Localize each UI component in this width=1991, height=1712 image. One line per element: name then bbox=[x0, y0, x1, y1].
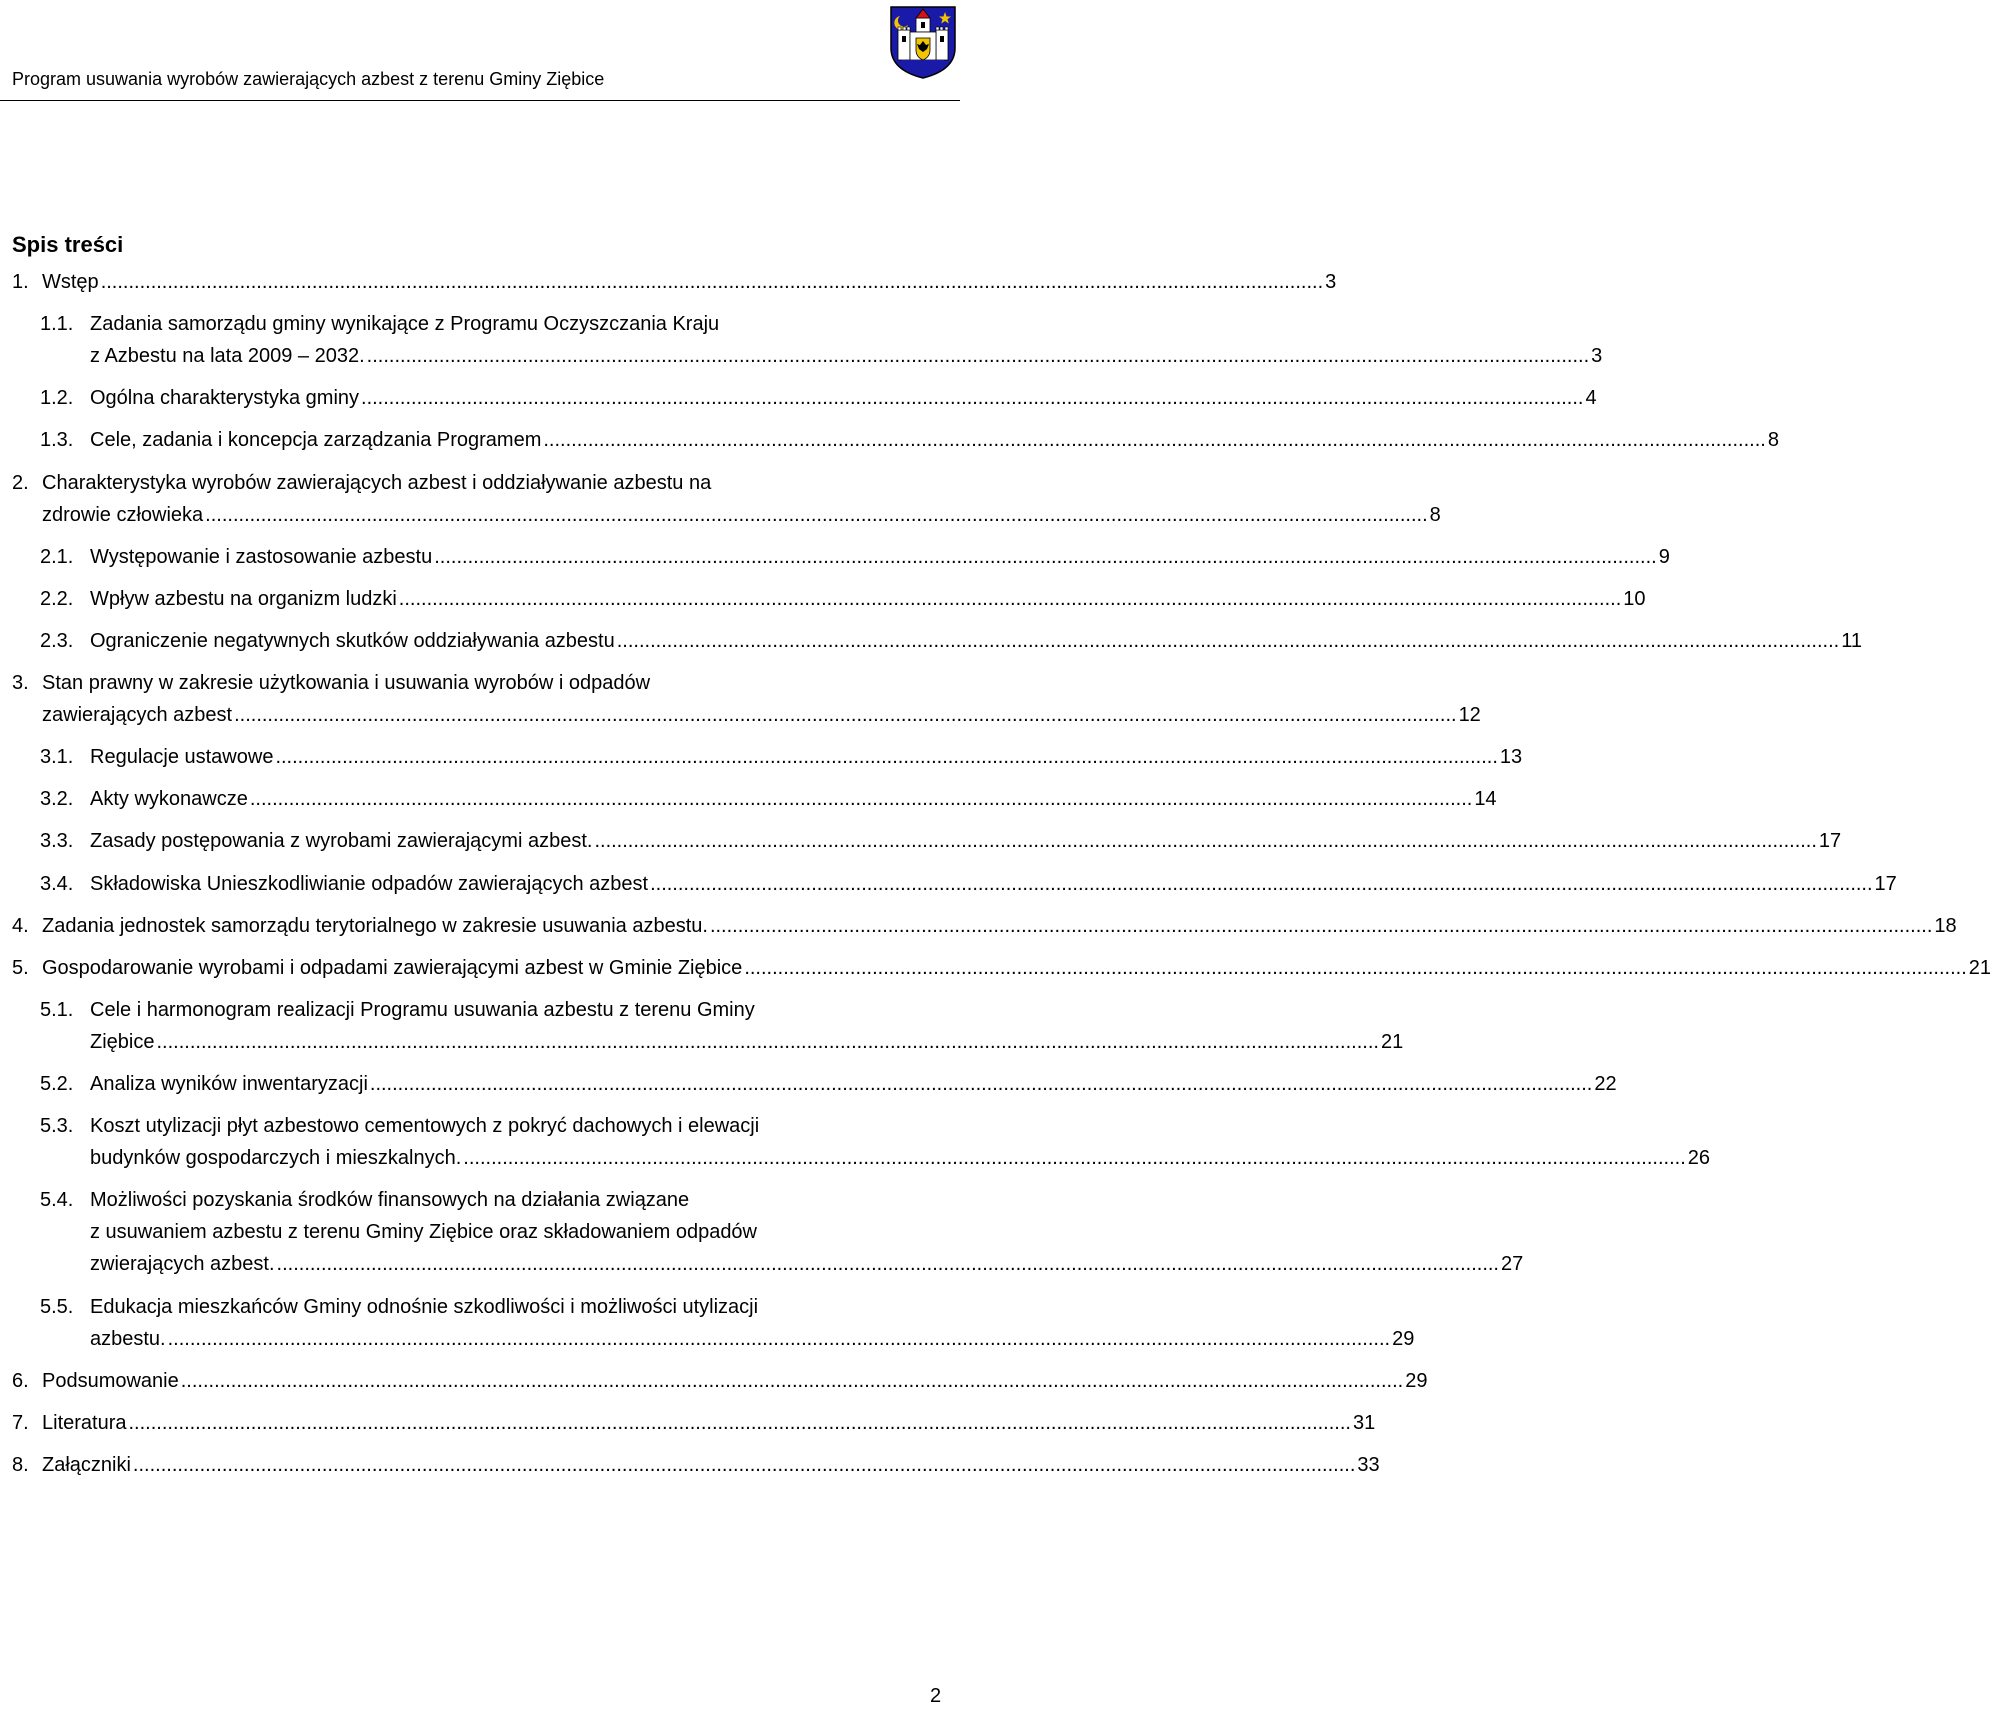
dot-leader: ............................................................................................................................................................................................................................ bbox=[275, 746, 1498, 769]
toc-entry-number: 4. bbox=[12, 914, 29, 937]
toc-entry-text: Składowiska Unieszkodliwianie odpadów zawierających azbest bbox=[90, 872, 649, 895]
toc-entry-text: Regulacje ustawowe bbox=[90, 746, 274, 769]
toc-entry-number: 6. bbox=[12, 1369, 29, 1392]
dot-leader: ............................................................................................................................................................................................................................ bbox=[369, 1073, 1593, 1095]
toc-entry-number: 2.1. bbox=[40, 545, 74, 568]
dot-leader: ............................................................................................................................................................................................................................ bbox=[616, 629, 1840, 652]
coat-of-arms-icon bbox=[888, 4, 958, 80]
toc-entry-number: 2.3. bbox=[40, 629, 74, 652]
toc-entry-page: 29 bbox=[1405, 1369, 1428, 1392]
dot-leader: ............................................................................................................................................................................................................................ bbox=[205, 503, 1428, 526]
toc-entry-text: Zadania jednostek samorządu terytorialnego w zakresie usuwania azbestu. bbox=[42, 914, 708, 937]
dot-leader: ............................................................................................................................................................................................................................ bbox=[398, 587, 1622, 610]
dot-leader: ............................................................................................................................................................................................................................ bbox=[167, 1327, 1391, 1350]
toc-entry-text: Podsumowanie bbox=[42, 1369, 179, 1392]
toc-entry-page: 4 bbox=[1585, 387, 1597, 410]
toc-entry-number: 1.1. bbox=[40, 313, 74, 336]
toc-entry-page: 9 bbox=[1658, 545, 1670, 568]
dot-leader: ............................................................................................................................................................................................................................ bbox=[744, 956, 1967, 979]
toc-entry-page: 14 bbox=[1474, 788, 1497, 811]
toc-entry-page: 3 bbox=[1591, 345, 1603, 368]
toc-entry-page: 26 bbox=[1687, 1147, 1711, 1170]
dot-leader: ............................................................................................................................................................................................................................ bbox=[276, 1253, 1499, 1276]
toc-entry-text: azbestu. bbox=[90, 1327, 166, 1350]
toc-entry-text: Wstęp bbox=[42, 271, 99, 293]
toc-entry-number: 2.2. bbox=[40, 587, 74, 610]
toc-entry-text: Literatura bbox=[42, 1411, 127, 1434]
toc-entry-text: Ogólna charakterystyka gminy bbox=[90, 387, 360, 410]
toc-entry-page: 21 bbox=[1968, 956, 1991, 979]
toc-entry-text: budynków gospodarczych i mieszkalnych. bbox=[90, 1147, 462, 1170]
dot-leader: ............................................................................................................................................................................................................................ bbox=[709, 914, 1933, 937]
toc-entry-text: zawierających azbest bbox=[42, 704, 233, 727]
toc-entry-number: 1. bbox=[12, 271, 29, 293]
toc-entry-text: Załączniki bbox=[42, 1454, 131, 1476]
toc-entry-page: 33 bbox=[1357, 1454, 1380, 1476]
dot-leader: ............................................................................................................................................................................................................................ bbox=[366, 345, 1590, 368]
toc-entry-number: 5.1. bbox=[40, 998, 74, 1021]
dot-leader: ............................................................................................................................................................................................................................ bbox=[650, 872, 1873, 895]
toc-entry-number: 5. bbox=[12, 956, 29, 979]
toc-entry-text: z usuwaniem azbestu z terenu Gminy Ziębice oraz składowaniem odpadów bbox=[90, 1221, 758, 1244]
toc-entry-number: 5.5. bbox=[40, 1295, 74, 1318]
toc-entry-number: 1.3. bbox=[40, 429, 74, 452]
toc-title: Spis treści bbox=[12, 232, 124, 257]
dot-leader: ............................................................................................................................................................................................................................ bbox=[132, 1454, 1356, 1476]
toc-entry-text: Koszt utylizacji płyt azbestowo cementowych z pokryć dachowych i elewacji bbox=[90, 1115, 760, 1138]
toc-entry-page: 27 bbox=[1501, 1253, 1524, 1276]
toc-entry-text: Cele i harmonogram realizacji Programu usuwania azbestu z terenu Gminy bbox=[90, 998, 755, 1021]
toc-entry-number: 2. bbox=[12, 471, 29, 494]
toc-entry-number: 7. bbox=[12, 1411, 29, 1434]
toc-entry-text: Możliwości pozyskania środków finansowych na działania związane bbox=[90, 1189, 690, 1212]
toc-entry-page: 8 bbox=[1767, 429, 1779, 452]
dot-leader: ............................................................................................................................................................................................................................ bbox=[594, 830, 1817, 853]
page-header bbox=[0, 0, 960, 104]
toc-entry-page: 12 bbox=[1458, 704, 1481, 727]
toc-entry-page: 21 bbox=[1380, 1030, 1404, 1053]
toc-entry-number: 8. bbox=[12, 1454, 29, 1476]
toc-entry-text: Cele, zadania i koncepcja zarządzania Programem bbox=[90, 429, 542, 452]
toc-entry-text: Charakterystyka wyrobów zawierających azbest i oddziaływanie azbestu na bbox=[42, 471, 712, 494]
toc-entry-page: 22 bbox=[1594, 1073, 1617, 1095]
dot-leader: ............................................................................................................................................................................................................................ bbox=[156, 1030, 1379, 1053]
dot-leader: ............................................................................................................................................................................................................................ bbox=[100, 271, 1324, 293]
toc-entry-number: 3.3. bbox=[40, 830, 74, 853]
toc-entry-text: Wpływ azbestu na organizm ludzki bbox=[90, 587, 397, 610]
toc-entry-number: 5.2. bbox=[40, 1073, 74, 1095]
toc-entry-number: 1.2. bbox=[40, 387, 74, 410]
toc-entry-page: 17 bbox=[1874, 872, 1897, 895]
toc-entry-text: Edukacja mieszkańców Gminy odnośnie szkodliwości i możliwości utylizacji bbox=[90, 1295, 759, 1318]
dot-leader: ............................................................................................................................................................................................................................ bbox=[128, 1411, 1351, 1434]
toc-entry-text: Występowanie i zastosowanie azbestu bbox=[90, 545, 433, 568]
toc-entry-text: Zasady postępowania z wyrobami zawierającymi azbest. bbox=[90, 830, 593, 853]
toc-entry-page: 11 bbox=[1841, 629, 1862, 652]
toc-entry-text: zwierających azbest. bbox=[90, 1253, 275, 1276]
dot-leader: ............................................................................................................................................................................................................................ bbox=[463, 1147, 1686, 1170]
toc-entry-page: 3 bbox=[1325, 271, 1337, 293]
dot-leader: ............................................................................................................................................................................................................................ bbox=[434, 545, 1657, 568]
toc-entry-page: 8 bbox=[1429, 503, 1441, 526]
toc-entry-number: 3.2. bbox=[40, 788, 74, 811]
toc-entry-number: 5.3. bbox=[40, 1115, 74, 1138]
toc-entry-page: 31 bbox=[1352, 1411, 1376, 1434]
toc-entry-number: 3.4. bbox=[40, 872, 74, 895]
toc-entry-text: zdrowie człowieka bbox=[42, 503, 204, 526]
toc-entry-text: Zadania samorządu gminy wynikające z Programu Oczyszczania Kraju bbox=[90, 313, 720, 336]
toc-entry-page: 18 bbox=[1934, 914, 1957, 937]
header-title: Program usuwania wyrobów zawierających azbest z terenu Gminy Ziębice bbox=[12, 69, 605, 89]
toc-entry-text: Stan prawny w zakresie użytkowania i usuwania wyrobów i odpadów bbox=[42, 672, 651, 694]
toc-entry-text: Analiza wyników inwentaryzacji bbox=[90, 1073, 368, 1095]
toc-entry-page: 10 bbox=[1623, 587, 1646, 610]
toc-entry-text: Gospodarowanie wyrobami i odpadami zawierającymi azbest w Gminie Ziębice bbox=[42, 956, 743, 979]
header-divider bbox=[0, 100, 960, 101]
toc-entry-page: 29 bbox=[1392, 1327, 1415, 1350]
dot-leader: ............................................................................................................................................................................................................................ bbox=[234, 704, 1457, 727]
toc-entry-text: Ziębice bbox=[90, 1030, 155, 1053]
dot-leader: ............................................................................................................................................................................................................................ bbox=[543, 429, 1766, 452]
dot-leader: ............................................................................................................................................................................................................................ bbox=[180, 1369, 1404, 1392]
toc-entry-number: 3.1. bbox=[40, 746, 74, 769]
toc-entry-page: 13 bbox=[1499, 746, 1523, 769]
toc-entry-page: 17 bbox=[1818, 830, 1842, 853]
toc-entry-text: z Azbestu na lata 2009 – 2032. bbox=[90, 345, 365, 368]
toc-entry-text: Ograniczenie negatywnych skutków oddziaływania azbestu bbox=[90, 629, 615, 652]
dot-leader: ............................................................................................................................................................................................................................ bbox=[361, 387, 1584, 410]
toc-entry-number: 5.4. bbox=[40, 1189, 74, 1212]
toc-entry-text: Akty wykonawcze bbox=[90, 788, 248, 811]
dot-leader: ............................................................................................................................................................................................................................ bbox=[249, 788, 1473, 811]
page-number: 2 bbox=[930, 1685, 942, 1707]
toc-entry-number: 3. bbox=[12, 672, 29, 694]
